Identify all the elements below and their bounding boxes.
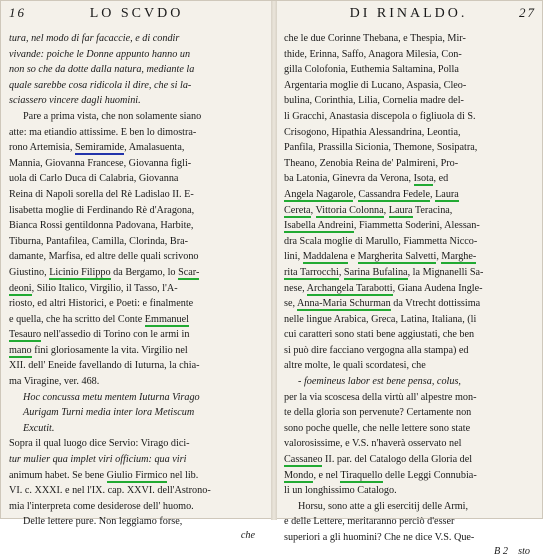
right-text-line: Angela Nagarole, Cassandra Fedele, Laura	[284, 188, 459, 200]
right-text-line: li Gracchi, Anastasia discepola o figliuola di S.	[284, 110, 476, 122]
left-text-line: Mannia, Giovanna Francese, Giovanna figli-	[9, 157, 192, 169]
green-underlined-name: mano	[9, 344, 32, 356]
right-text-line: e delle Lettere, meritaranno perciò d'esser	[284, 516, 455, 528]
left-text-line: Aurigam Turni media inter lora Metiscum	[23, 407, 195, 419]
left-text-line: damante, Marfisa, ed altre delle quali scrivono	[9, 251, 199, 263]
left-text-line: riosto, ed altri Historici, e Poeti: e finalmente	[9, 298, 194, 310]
left-text-line: VI. c. XXXI. e nel l'IX. cap. XXVI. dell'Astrono-	[9, 485, 211, 497]
green-underlined-name: Laura	[388, 204, 413, 216]
left-text-line: Giustino, Licinio Filippo da Bergamo, lo Scar-	[9, 266, 200, 278]
left-text-line: Excutit.	[23, 422, 55, 434]
left-text-line: tur mulier qua implet viri officium: qua viri	[9, 454, 187, 466]
left-text-line: non so che da dotte dalla natura, mediante la	[9, 64, 195, 76]
left-text-line: ma Viragine, ver. 468.	[9, 376, 100, 388]
right-text-line: se, Anna-Maria Schurman da Vtrecht dottissima	[284, 298, 481, 310]
right-text-line: sono poche quelle, che nelle lettere sono state	[284, 422, 471, 434]
right-text-line: Crisogono, Hipathia Alessandrina, Leontia,	[284, 126, 461, 138]
right-signature-catchword	[284, 546, 536, 557]
green-underlined-name: Archangela Tarabotti	[306, 282, 393, 294]
green-underlined-name: Tesauro	[9, 329, 42, 341]
right-text-line: Panfila, Prassilla Sicionia, Themone, Sosipatra,	[284, 142, 478, 154]
right-text-line: thide, Erinna, Saffo, Anagora Milesia, Con-	[284, 48, 462, 60]
left-catchword: che	[240, 530, 255, 541]
right-text-line: te della gloria son pervenute? Certamente non	[284, 407, 472, 419]
left-text-line: Reina di Napoli sorella del Rè Ladislao II. E-	[9, 188, 194, 200]
green-underlined-name: Giulio Firmico	[106, 469, 168, 481]
right-text-line: - foemineus labor est bene pensa, colus,	[298, 376, 461, 388]
right-text-line: dra Scala moglie di Marullo, Fiammetta Nicco-	[284, 235, 478, 247]
right-text-line: superiori a gli huomini? Che ne dice V.S. Que-	[284, 532, 475, 543]
left-text-line: Bianca Rossi gentildonna Padovana, Harbite,	[9, 220, 194, 232]
right-page-number: 27	[518, 5, 536, 20]
green-underlined-name: Isabella Andreini	[284, 220, 354, 232]
right-text-line: Cereta, Vittoria Colonna, Laura Teracina,	[284, 204, 453, 216]
left-text-line: tura, nel modo di far facaccie, e di condir	[9, 33, 180, 44]
green-underlined-name: Cassandra Fedele	[358, 188, 430, 200]
left-text-line: vivande: poiche le Donne appunto hanno un	[9, 48, 191, 60]
right-text-line: per la via scoscesa della virtù all' alpestre mon-	[284, 391, 477, 403]
left-text-line: Tiburna, Pantafilea, Camilla, Clorinda, Bra-	[9, 235, 189, 247]
left-text-line: Pare a prima vista, che non solamente siano	[23, 110, 202, 122]
right-text-line: altre molte, le quali scordatesi, che	[284, 360, 426, 372]
left-text-line: sciassero vincere dagli huomini.	[9, 95, 141, 107]
right-text-line: si può dire facciano vergogna alla stampa) ed	[284, 344, 469, 356]
green-underlined-name: Laura	[435, 188, 459, 200]
left-text-line: lisabetta moglie di Ferdinando Rè d'Aragona,	[9, 204, 195, 216]
green-underlined-name: Sarina Bufalina	[343, 266, 408, 278]
left-text-line: atte: ma etiandio attissime. E ben lo dimostra-	[9, 126, 197, 138]
green-underlined-name: Isota	[413, 173, 434, 185]
right-text-line: Theano, Zenobia Reina de' Palmireni, Pro-	[284, 157, 459, 169]
right-text-line: nelle lingue Arabica, Greca, Latina, Italiana, (li	[284, 313, 477, 325]
blue-underlined-name: Semiramide	[74, 142, 125, 154]
green-underlined-name: Cassaneo	[284, 454, 323, 466]
left-text-line: Sopra il qual luogo dice Servio: Virago dici-	[9, 438, 190, 450]
right-text-line: Horsu, sono atte a gli esercitij delle Armi,	[298, 500, 469, 512]
right-text-line: Argentaria moglie di Lucano, Aspasia, Cleo-	[284, 79, 467, 91]
right-text-line: bulina, Corinthia, Lilia, Cornelia madre del-	[284, 95, 464, 107]
left-running-title: LO SCVDO	[89, 6, 184, 21]
left-page	[9, 5, 261, 541]
left-text-line: XII. dell' Eneide favellando di Iuturna, la chia-	[9, 360, 200, 372]
left-text-line: Hoc concussa metu mentem Iuturna Virago	[23, 391, 200, 403]
left-page-number: 16	[9, 5, 26, 20]
left-text-line: mano fini gloriosamente la vita. Virgilio nel	[9, 344, 188, 356]
left-text-line: animum habet. Se bene Giulio Firmico nel lib.	[9, 469, 199, 481]
right-running-title: DI RINALDO.	[349, 6, 468, 21]
signature-mark: B 2	[494, 545, 508, 557]
green-underlined-name: Maddalena	[302, 251, 348, 263]
left-text-line: deoni, Silio Italico, Virgilio, il Tasso, l'A-	[9, 282, 178, 294]
right-text-line: cui caratteri sono stati bene aggiustati, che ben	[284, 329, 475, 341]
left-running-head	[9, 5, 261, 27]
left-text-line: Delle lettere pure. Non leggiamo forse,	[23, 516, 183, 528]
right-text-line: gilla Colofonia, Euthemia Saltamina, Polla	[284, 64, 459, 76]
green-underlined-name: rita Tarrocchi	[284, 266, 339, 278]
left-text-line: uola di Carlo Duca di Calabria, Giovanna	[9, 173, 179, 185]
green-underlined-name: Anna-Maria Schurman	[297, 298, 391, 310]
green-underlined-name: Tiraquello	[340, 469, 383, 481]
right-text-line: Isabella Andreini, Fiammetta Soderini, Alessan-	[284, 220, 480, 232]
right-text-line: Mondo, e nel Tiraquello delle Leggi Connubia-	[284, 469, 477, 481]
green-underlined-name: Marghe-	[441, 251, 477, 263]
right-text-line: ba Latonia, Ginevra da Verona, Isota, ed	[284, 173, 449, 185]
right-page	[284, 5, 536, 557]
green-underlined-name: Scar-	[178, 266, 200, 278]
green-underlined-name: Vittoria Colonna	[315, 204, 384, 216]
left-page-text	[9, 31, 261, 530]
right-page-text	[284, 31, 536, 546]
left-text-line: e quella, che ha scritto del Conte Emmanuel	[9, 313, 189, 325]
right-text-line: lini, Maddalena e Margherita Salvetti, Marghe-	[284, 251, 477, 263]
green-underlined-name: Angela Nagarole	[284, 188, 354, 200]
book-spine	[271, 1, 277, 520]
right-text-line: rita Tarrocchi, Sarina Bufalina, la Mignanelli Sa-	[284, 266, 484, 278]
right-text-line: valorosissime, e V.S. n'haverà osservato nel	[284, 438, 462, 450]
green-underlined-name: Emmanuel	[144, 313, 189, 325]
green-underlined-name: Mondo	[284, 469, 314, 481]
right-text-line: Cassaneo II. par. del Catalogo della Gloria del	[284, 454, 473, 466]
left-text-line: mia l'interpreta come desiderose dell' huomo.	[9, 500, 194, 512]
left-text-line: rono Artemisia, Semiramide, Amalasuenta,	[9, 142, 185, 154]
right-text-line: li un longhissimo Catalogo.	[284, 485, 397, 497]
left-text-line: Tesauro nell'assedio di Torino con le armi in	[9, 329, 190, 341]
right-text-line: nese, Archangela Tarabotti, Giana Audena Ingle-	[284, 282, 483, 294]
green-underlined-name: deoni	[9, 282, 32, 294]
green-underlined-name: Cereta	[284, 204, 311, 216]
right-catchword: sto	[518, 545, 530, 557]
green-underlined-name: Margherita Salvetti	[357, 251, 437, 263]
left-text-line: quale sarebbe cosa ridicola il dire, che si la-	[9, 79, 192, 91]
right-running-head	[284, 5, 536, 27]
right-text-line: che le due Corinne Thebana, e Thespia, Mir-	[284, 33, 466, 44]
green-underlined-name: Licinio Filippo	[49, 266, 111, 278]
